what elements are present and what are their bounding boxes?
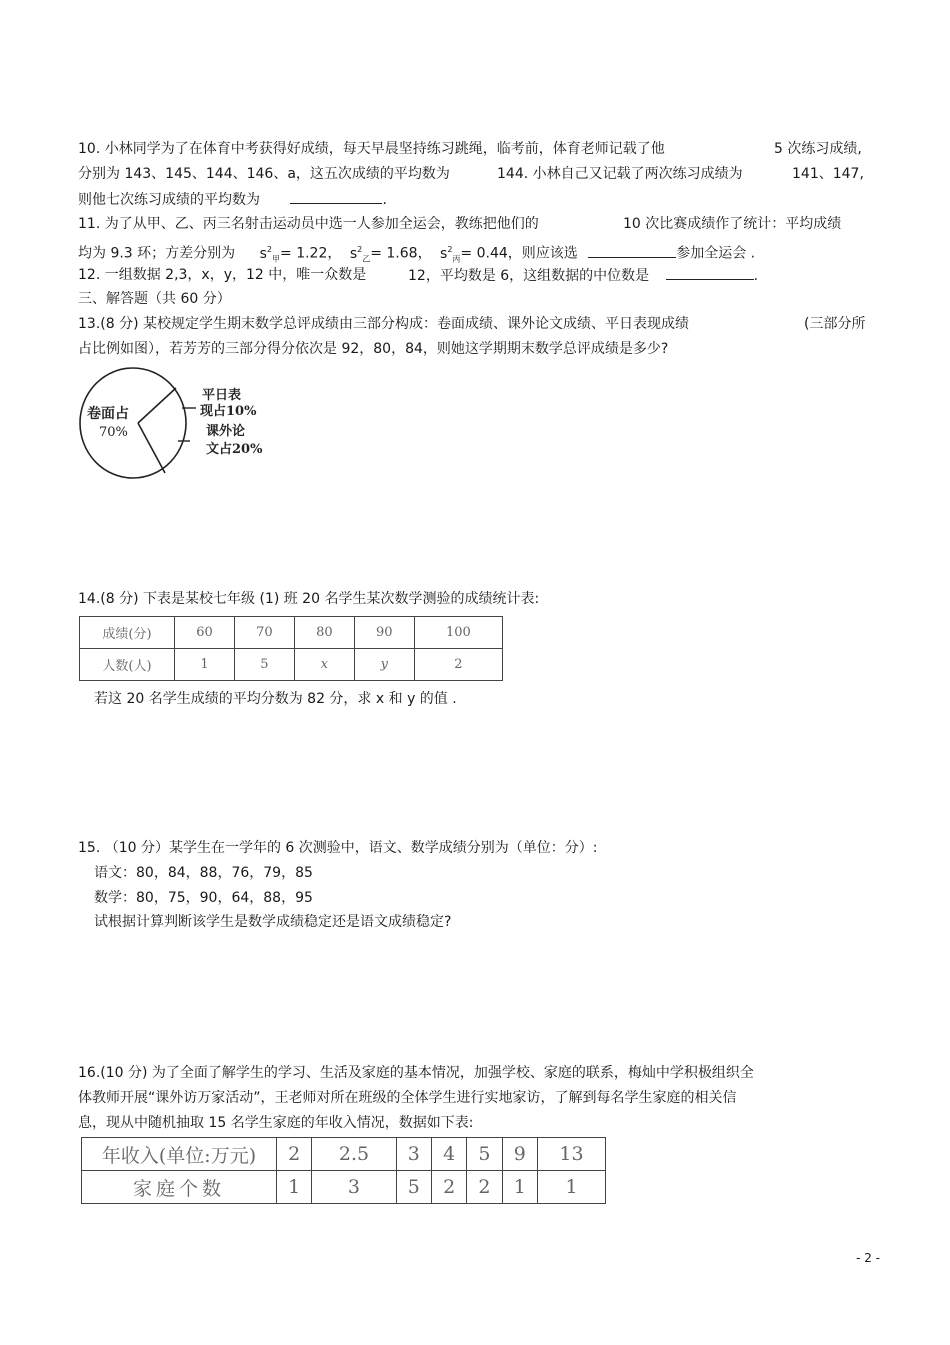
page-number: - 2 - xyxy=(856,1251,880,1265)
pie-label-daily-1: 平日表 xyxy=(202,388,242,403)
q16-income-table xyxy=(81,1137,606,1204)
q10-line3: 则他七次练习成绩的平均数为 . xyxy=(78,189,387,210)
q10-answer-blank[interactable] xyxy=(290,189,382,204)
table-cell: 3 xyxy=(396,1138,431,1171)
table-row xyxy=(80,649,503,681)
q12-line1: 12. 一组数据 2,3，x，y，12 中，唯一众数是 xyxy=(78,267,367,283)
table-row xyxy=(82,1138,606,1171)
pie-label-essay-2: 文占20% xyxy=(206,442,263,457)
table-cell: 2 xyxy=(277,1138,312,1171)
q13-line1-tail: (三部分所 xyxy=(804,316,866,332)
q12-answer-blank[interactable] xyxy=(666,265,754,280)
q10-line2-tail: 141、147, xyxy=(792,166,864,182)
q14-line1: 14.(8 分) 下表是某校七年级 (1) 班 20 名学生某次数学测验的成绩统计表: xyxy=(78,591,540,607)
pie-label-exam-2: 70% xyxy=(99,425,128,440)
table-cell: 2 xyxy=(467,1171,502,1204)
q11-line1-tail: 10 次比赛成绩作了统计：平均成绩 xyxy=(623,216,842,232)
table-cell: 100 xyxy=(414,617,502,649)
pie-label-essay-1: 课外论 xyxy=(206,424,246,439)
q15-line2: 语文：80，84，88，76，79，85 xyxy=(94,865,313,881)
q10-line1 xyxy=(78,139,665,159)
pie-outline xyxy=(80,368,186,478)
q13-line1: 13.(8 分) 某校规定学生期末数学总评成绩由三部分构成：卷面成绩、课外论文成绩、平日表现成绩 xyxy=(78,316,689,332)
table-cell: 13 xyxy=(537,1138,605,1171)
q10-line2-mid: 144. 小林自己又记载了两次练习成绩为 xyxy=(497,166,743,182)
q16-line2: 体教师开展“课外访万家活动”，王老师对所在班级的全体学生进行实地家访，了解到每名学生家庭的相关信 xyxy=(78,1090,737,1106)
table-cell: 1 xyxy=(537,1171,605,1204)
table-cell: 家庭个数 xyxy=(82,1171,277,1204)
table-row xyxy=(82,1171,606,1204)
table-cell: 2.5 xyxy=(312,1138,396,1171)
table-cell: 1 xyxy=(502,1171,537,1204)
pie-label-daily-2: 现占10% xyxy=(200,404,257,419)
table-cell: 2 xyxy=(414,649,502,681)
pie-label-exam-1: 卷面占 xyxy=(87,406,129,422)
pie-divider-bottom xyxy=(138,423,165,473)
q16-line1: 16.(10 分) 为了全面了解学生的学习、生活及家庭的基本情况，加强学校、家庭的联系，梅灿中学积极组织全 xyxy=(78,1065,754,1081)
q10-line2: 分别为 143、145、144、146、a，这五次成绩的平均数为 xyxy=(78,166,450,182)
table-cell: 90 xyxy=(354,617,414,649)
table-cell: 60 xyxy=(175,617,235,649)
section-3-heading: 三、解答题（共 60 分） xyxy=(78,291,231,307)
q15-line3: 数学：80，75，90，64，88，95 xyxy=(94,890,313,906)
table-cell: x xyxy=(294,649,354,681)
table-cell: 5 xyxy=(234,649,294,681)
q15-line1: 15. （10 分）某学生在一学年的 6 次测验中，语文、数学成绩分别为（单位：分）: xyxy=(78,840,598,856)
q11-line2: 均为 9.3 环；方差分别为 $s^2_甲= 1.22$， $s^2_乙= 1.68$， $s^2_丙= 0.44$，则应该选 参加全运会 . xyxy=(78,240,755,269)
table-cell: 5 xyxy=(467,1138,502,1171)
table-cell: 人数(人) xyxy=(80,649,175,681)
table-cell: 1 xyxy=(175,649,235,681)
q10-line1-tail: 5 次练习成绩, xyxy=(774,141,862,157)
q14-line2: 若这 20 名学生成绩的平均分数为 82 分，求 x 和 y 的值 . xyxy=(94,691,457,707)
q15-line4: 试根据计算判断该学生是数学成绩稳定还是语文成绩稳定? xyxy=(94,914,452,930)
table-cell: 70 xyxy=(234,617,294,649)
table-cell: 成绩(分) xyxy=(80,617,175,649)
table-cell: 80 xyxy=(294,617,354,649)
q16-line3: 息，现从中随机抽取 15 名学生家庭的年收入情况，数据如下表: xyxy=(78,1115,474,1131)
pie-chart xyxy=(78,366,278,486)
q10-text-3: 则他七次练习成绩的平均数为 xyxy=(78,192,260,208)
q13-line2: 占比例如图），若芳芳的三部分得分依次是 92，80，84，则她这学期期末数学总评成绩是多少? xyxy=(78,341,669,357)
table-row xyxy=(80,617,503,649)
q10-text-1a: 10. 小林同学为了在体育中考获得好成绩，每天早晨坚持练习跳绳，临考前，体育老师记载了他 xyxy=(78,141,665,157)
table-cell: 3 xyxy=(312,1171,396,1204)
pie-divider-top xyxy=(138,388,176,423)
table-cell: 4 xyxy=(431,1138,466,1171)
table-cell: 1 xyxy=(277,1171,312,1204)
table-cell: 9 xyxy=(502,1138,537,1171)
table-cell: 5 xyxy=(396,1171,431,1204)
table-cell: y xyxy=(354,649,414,681)
q11-line1: 11. 为了从甲、乙、丙三名射击运动员中选一人参加全运会，教练把他们的 xyxy=(78,216,539,232)
table-cell: 年收入(单位:万元) xyxy=(82,1138,277,1171)
q12-line1-mid: 12，平均数是 6，这组数据的中位数是 . xyxy=(408,265,758,286)
q14-score-table xyxy=(79,616,503,681)
table-cell: 2 xyxy=(431,1171,466,1204)
q11-answer-blank[interactable] xyxy=(588,243,676,258)
